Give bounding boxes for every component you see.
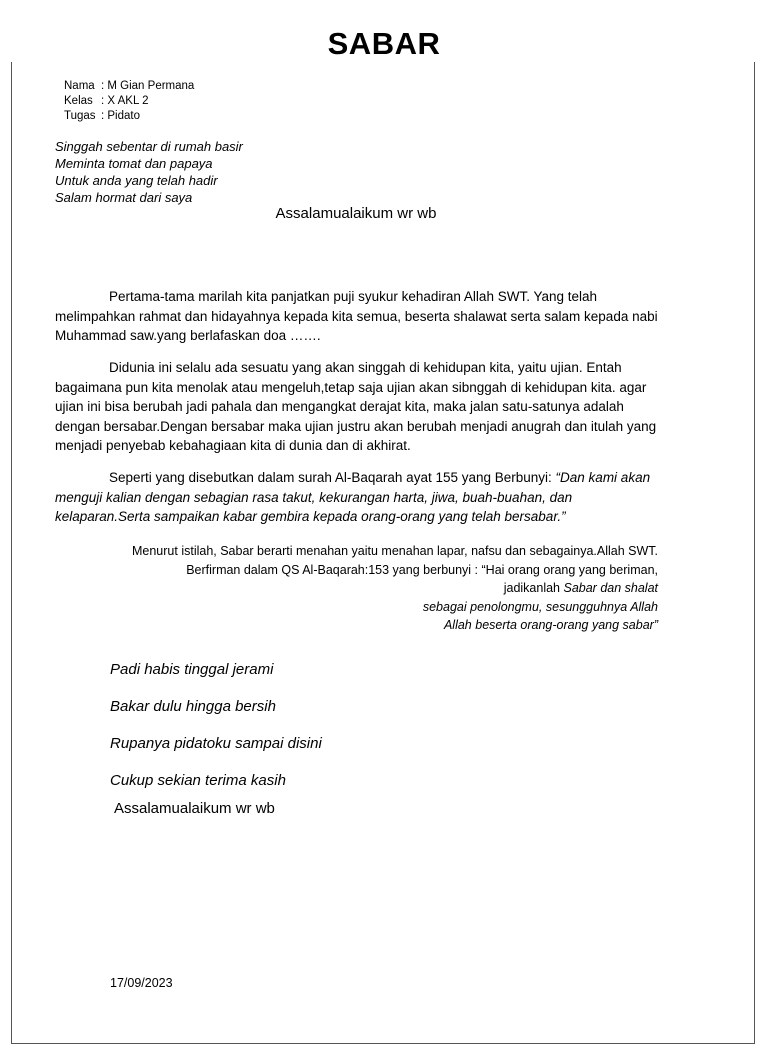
closing-salam: Assalamualaikum wr wb bbox=[114, 800, 275, 817]
quran-line-3 bbox=[132, 579, 658, 598]
quran-line-2: Berfirman dalam QS Al-Baqarah:153 yang berbunyi : “Hai orang orang yang beriman, bbox=[186, 562, 658, 577]
quran-line-1: Menurut istilah, Sabar berarti menahan yaitu menahan lapar, nafsu dan sebagainya.Allah SWT. bbox=[131, 544, 658, 558]
quran-quote-block bbox=[132, 542, 658, 635]
pantun-line: Salam hormat dari saya bbox=[55, 190, 193, 205]
tugas-value: : Pidato bbox=[101, 110, 140, 122]
quran-line-4: sebagai penolongmu, sesungguhnya Allah bbox=[422, 599, 658, 614]
closing-line: Rupanya pidatoku sampai disini bbox=[110, 735, 322, 752]
pantun-line: Untuk anda yang telah hadir bbox=[55, 173, 218, 188]
paragraph-2 bbox=[55, 358, 663, 456]
document-date: 17/09/2023 bbox=[110, 976, 173, 990]
quran-line-3-normal: jadikanlah bbox=[503, 581, 564, 595]
student-info bbox=[64, 79, 194, 124]
closing-line: Cukup sekian terima kasih bbox=[110, 772, 286, 789]
quran-line-5: Allah beserta orang-orang yang sabar” bbox=[443, 618, 658, 632]
closing-line: Padi habis tinggal jerami bbox=[110, 661, 274, 678]
paragraph-3-quote: “Dan kami akan menguji kalian dengan sebagian rasa takut, kekurangan harta, jiwa, buah-buahan, dan kelaparan.Serta sampaikan kabar gembira kepada orang-orang yang telah bersabar.” bbox=[55, 470, 651, 525]
closing-pantun bbox=[110, 651, 322, 799]
document-title: SABAR bbox=[0, 26, 768, 62]
paragraph-3-text: Seperti yang disebutkan dalam surah Al-Baqarah ayat 155 yang Berbunyi: bbox=[109, 470, 556, 485]
paragraph-1 bbox=[55, 287, 663, 346]
paragraph-1-text: Pertama-tama marilah kita panjatkan puji syukur kehadiran Allah SWT. Yang telah melimpahkan rahmat dan hidayahnya kepada kita semua, beserta shalawat serta salam kepada nabi Muhammad saw.yang berlafaskan doa ……. bbox=[55, 289, 658, 344]
paragraph-2-text: Didunia ini selalu ada sesuatu yang akan singgah di kehidupan kita, yaitu ujian. Entah bagaimana pun kita menolak atau mengeluh,tetap saja ujian akan sibnggah di kehidupan kita. agar ujian ini bisa berubah jadi pahala dan mengangkat derajat kita, maka jalan satu-satunya adalah dengan bersabar.Dengan bersabar maka ujian justru akan berubah menjadi anugrah dan itulah yang menjadi penyebab kebahagiaan kita di dunia dan di akhirat. bbox=[55, 360, 657, 454]
quran-line-3-italic: Sabar dan shalat bbox=[563, 581, 658, 595]
opening-pantun bbox=[55, 138, 243, 206]
pantun-line: Meminta tomat dan papaya bbox=[55, 156, 213, 171]
closing-line: Bakar dulu hingga bersih bbox=[110, 698, 276, 715]
paragraph-3 bbox=[55, 468, 663, 527]
nama-row bbox=[64, 79, 194, 94]
kelas-row bbox=[64, 94, 194, 109]
nama-value: : M Gian Permana bbox=[101, 80, 195, 92]
kelas-value: : X AKL 2 bbox=[101, 95, 149, 107]
pantun-line: Singgah sebentar di rumah basir bbox=[55, 139, 243, 154]
opening-salam: Assalamualaikum wr wb bbox=[275, 205, 437, 222]
kelas-label: Kelas bbox=[64, 95, 93, 107]
tugas-row bbox=[64, 109, 194, 124]
tugas-label: Tugas bbox=[64, 110, 96, 122]
nama-label: Nama bbox=[64, 80, 95, 92]
